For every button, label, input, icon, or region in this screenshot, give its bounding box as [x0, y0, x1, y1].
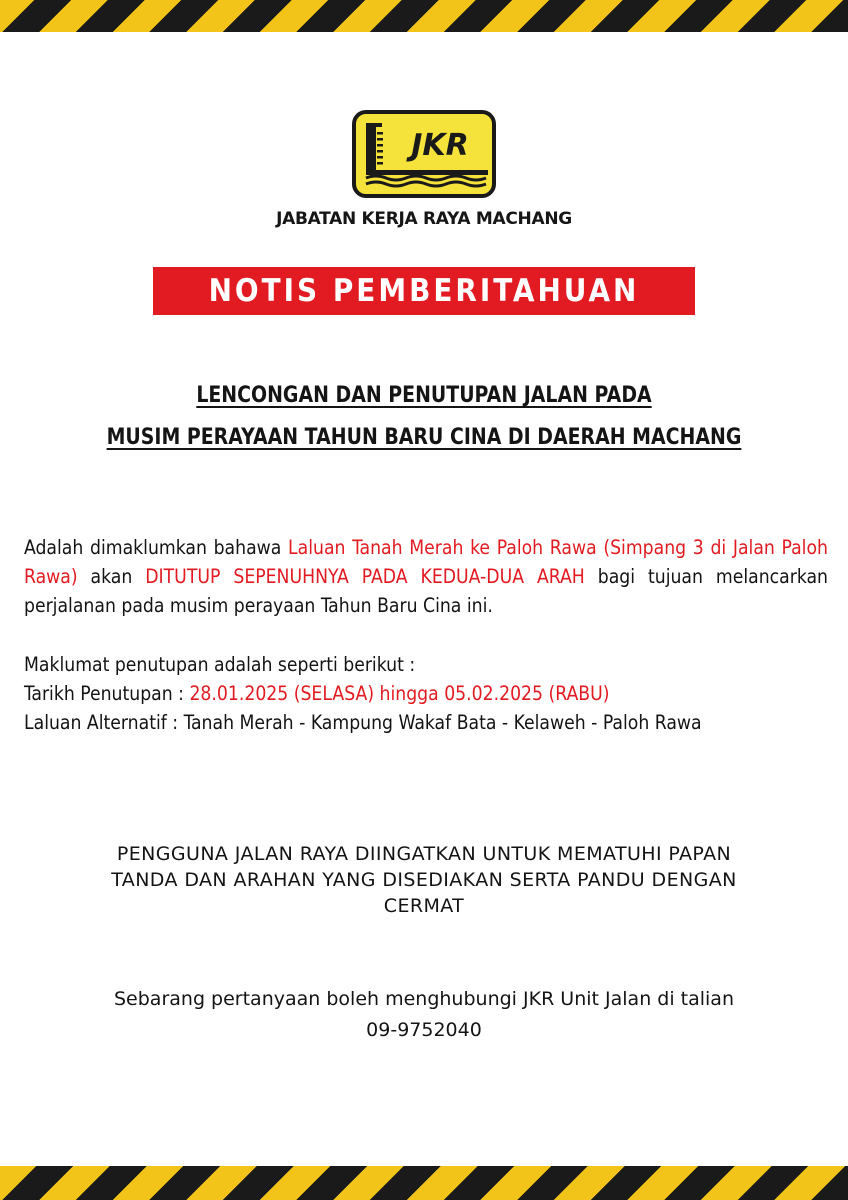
- closure-date-value: 28.01.2025 (SELASA) hingga 05.02.2025 (RABU): [189, 682, 610, 705]
- contact-text: Sebarang pertanyaan boleh menghubungi JKR Unit Jalan di talian: [114, 988, 734, 1010]
- closure-status-text: DITUTUP SEPENUHNYA PADA KEDUA-DUA ARAH: [145, 565, 585, 588]
- reminder-line-1: PENGGUNA JALAN RAYA DIINGATKAN UNTUK MEMATUHI PAPAN: [116, 843, 732, 865]
- announcement-text: akan: [77, 565, 146, 588]
- closure-details: [24, 650, 828, 737]
- announcement-text: Adalah dimaklumkan bahawa: [24, 536, 289, 559]
- reminder-line-2: TANDA DAN ARAHAN YANG DISEDIAKAN SERTA PANDU DENGAN: [111, 869, 737, 891]
- headline-line-1: LENCONGAN DAN PENUTUPAN JALAN PADA: [196, 383, 652, 408]
- alternative-route-label: Laluan Alternatif :: [24, 711, 184, 734]
- announcement-paragraph: [24, 533, 828, 620]
- closure-date-line: [24, 679, 828, 708]
- agency-name: JABATAN KERJA RAYA MACHANG: [276, 209, 572, 229]
- jkr-logo-text: JKR: [411, 128, 469, 163]
- alternative-route-line: [24, 708, 828, 737]
- details-intro: Maklumat penutupan adalah seperti berikut :: [24, 653, 416, 676]
- closed-route-text: Laluan Tanah Merah ke Paloh Rawa (Simpang 3 di Jalan Paloh Rawa): [24, 536, 828, 588]
- contact-phone: 09-9752040: [366, 1019, 482, 1041]
- notice-banner: NOTIS PEMBERITAHUAN: [153, 267, 695, 315]
- headline-line-2: MUSIM PERAYAAN TAHUN BARU CINA DI DAERAH MACHANG: [106, 425, 742, 450]
- announcement-text: bagi tujuan melancarkan perjalanan pada musim perayaan Tahun Baru Cina ini.: [24, 565, 829, 617]
- hazard-stripe-top: [0, 0, 848, 32]
- road-user-reminder: [0, 841, 848, 919]
- jkr-logo: [352, 110, 496, 198]
- hazard-stripe-bottom: [0, 1166, 848, 1200]
- closure-date-label: Tarikh Penutupan :: [24, 682, 190, 705]
- alternative-route-value: Tanah Merah - Kampung Wakaf Bata - Kelaweh - Paloh Rawa: [183, 711, 702, 734]
- reminder-line-3: CERMAT: [383, 895, 465, 917]
- contact-info: [0, 984, 848, 1046]
